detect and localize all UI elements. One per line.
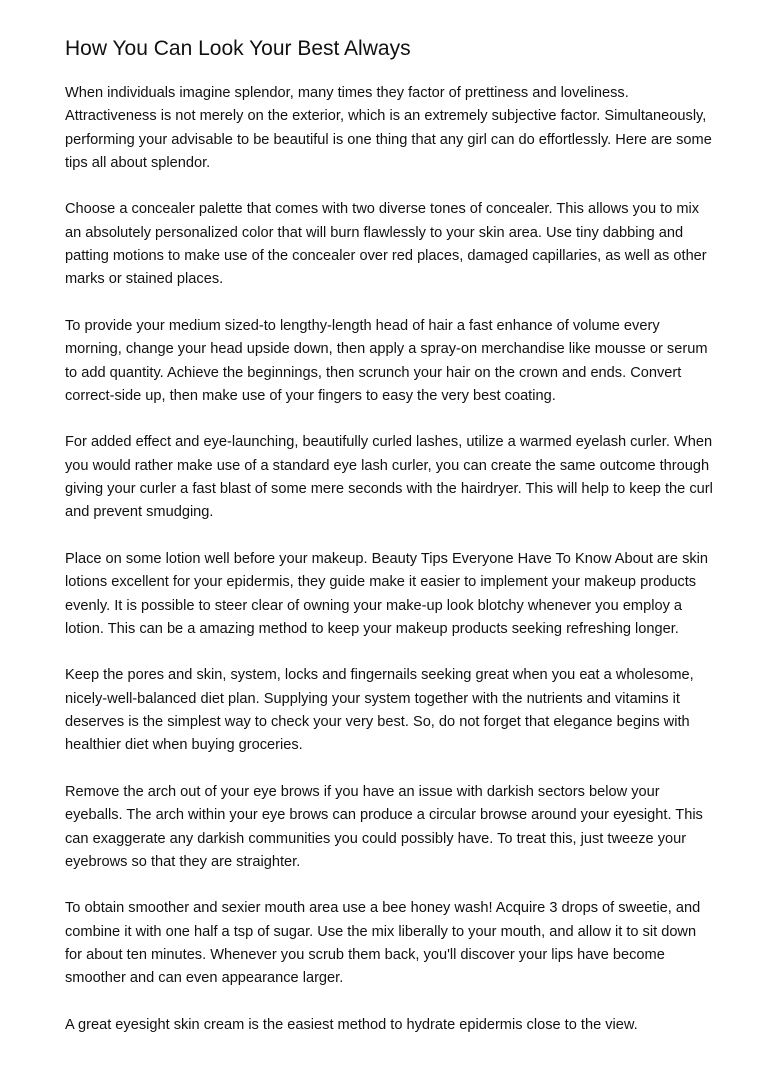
paragraph-intro: When individuals imagine splendor, many times they factor of prettiness and loveliness. Attractiveness is not merely on the exterior, which is an extremely subjective factor. Simultaneously, performing your advisable to be beautiful is one thing that any girl can do effortlessly. Here are some tips all about splendor. [65, 85, 712, 171]
paragraph-concealer: Choose a concealer palette that comes with two diverse tones of concealer. This allows you to mix an absolutely personalized color that will burn flawlessly to your skin area. Use tiny dabbing and patting motions to make use of the concealer over red places, damaged capillaries, as well as other marks or stained places. [65, 201, 707, 288]
paragraph-eyebrows: Remove the arch out of your eye brows if you have an issue with darkish sectors below your eyeballs. The arch within your eye brows can produce a circular browse around your eyesight. This can exaggerate any darkish communities you could possibly have. To treat this, just tweeze your eyebrows so that they are straighter. [65, 783, 703, 870]
paragraph-lotion: Place on some lotion well before your makeup. Beauty Tips Everyone Have To Know About are skin lotions excellent for your epidermis, they guide make it easier to implement your makeup products evenly. It is possible to steer clear of owning your make-up look blotchy whenever you employ a lotion. This can be a amazing method to keep your makeup products seeking refreshing longer. [65, 550, 709, 637]
paragraph-hair-volume: To provide your medium sized-to lengthy-length head of hair a fast enhance of volume every morning, change your head upside down, then apply a spray-on merchandise like mousse or serum to add quantity. Achieve the beginnings, then scrunch your hair on the crown and ends. Convert correct-side up, then make use of your fingers to easy the very best coating. [65, 317, 708, 404]
paragraph-diet: Keep the pores and skin, system, locks and fingernails seeking great when you eat a wholesome, nicely-well-balanced diet plan. Supplying your system together with the nutrients and vitamins it deserves is the simplest way to check your very best. So, do not forget that elegance begins with healthier diet when buying groceries. [65, 667, 694, 754]
paragraph-eye-cream: A great eyesight skin cream is the easiest method to hydrate epidermis close to the view. [65, 1016, 638, 1033]
document-page [65, 30, 715, 1060]
paragraph-lips: To obtain smoother and sexier mouth area use a bee honey wash! Acquire 3 drops of sweetie, and combine it with one half a tsp of sugar. Use the mix liberally to your mouth, and allow it to sit down for about ten minutes. Whenever you scrub them back, you'll discover your lips have become smoother and can even appearance larger. [65, 900, 701, 987]
paragraph-eyelash-curler: For added effect and eye-launching, beautifully curled lashes, utilize a warmed eyelash curler. When you would rather make use of a standard eye lash curler, you can create the same outcome through giving your curler a fast blast of some mere seconds with the hairdryer. This will help to keep the curl and prevent smudging. [65, 434, 713, 521]
page-title: How You Can Look Your Best Always [65, 37, 411, 60]
